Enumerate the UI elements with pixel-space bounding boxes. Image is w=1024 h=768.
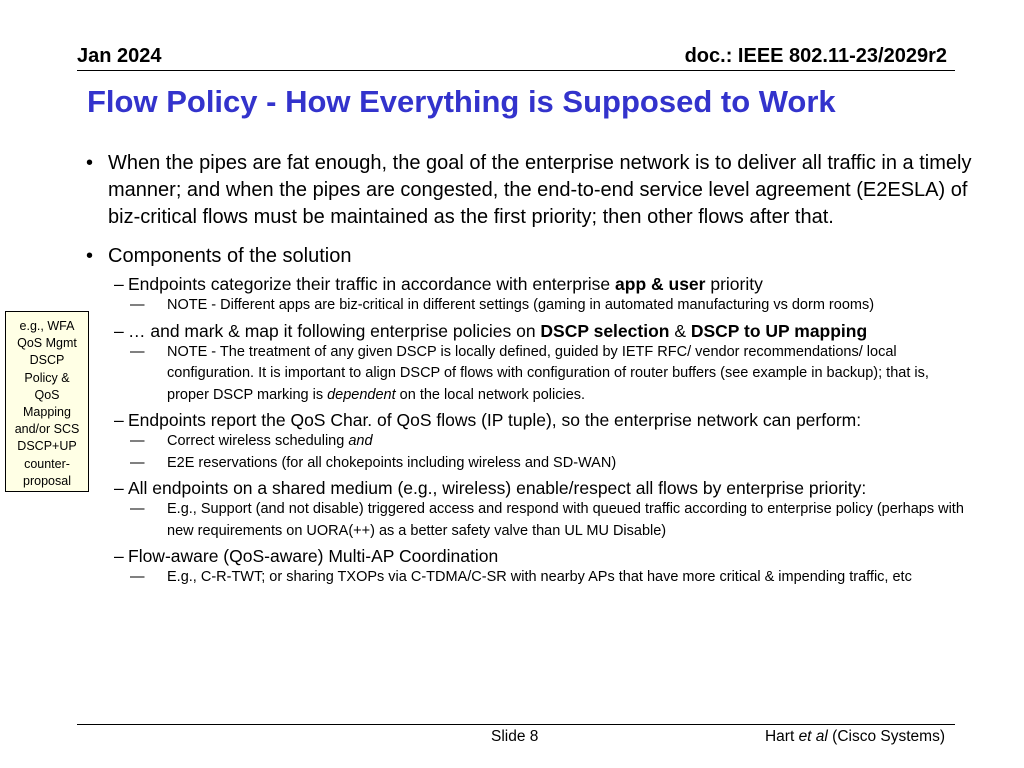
note-scheduling (86, 431, 972, 453)
header-date: Jan 2024 (77, 45, 162, 67)
sub-bullet-emphasis: DSCP selection (540, 320, 670, 341)
side-note-line: DSCP+UP (17, 439, 77, 454)
sub-bullet-text: Flow-aware (QoS-aware) Multi-AP Coordination (128, 546, 499, 566)
footer-divider (77, 724, 955, 725)
note-text: E.g., Support (and not disable) triggered access and respond with queued traffic according to enterprise policy (perhaps with new requirements on UORA(++) as a better safety valve than UL MU Disable) (167, 501, 964, 539)
bullet-text: When the pipes are fat enough, the goal of the enterprise network is to deliver all traffic in a timely manner; and when the pipes are congested, the end-to-end service level agreement (E2ESLA) of biz-critical flows must be maintained as the first priority; then other flows after that. (108, 152, 972, 228)
bullet-marker: • (86, 152, 94, 174)
sub-bullet-shared-medium (86, 477, 972, 499)
emdash-marker: — (130, 433, 145, 449)
emdash-marker: — (130, 297, 145, 313)
header-doc-id: doc.: IEEE 802.11-23/2029r2 (684, 45, 947, 67)
author-org: (Cisco Systems) (827, 728, 945, 745)
emdash-marker: — (130, 569, 145, 585)
dash-marker: – (114, 274, 124, 294)
note-text: Correct wireless scheduling (167, 433, 349, 449)
bullet-goal (86, 150, 972, 231)
note-text: NOTE - Different apps are biz-critical in different settings (gaming in automated manufacturing vs dorm rooms) (167, 297, 875, 313)
note-text: E2E reservations (for all chokepoints including wireless and SD-WAN) (167, 454, 617, 471)
dash-marker: – (114, 410, 124, 430)
sub-bullet-text: All endpoints on a shared medium (e.g., wireless) enable/respect all flows by enterprise priority: (128, 478, 867, 498)
note-dscp (86, 342, 972, 407)
sub-bullet-text: & (669, 320, 691, 341)
note-emphasis: dependent (327, 386, 396, 403)
footer-author (765, 728, 945, 746)
note-coordination (86, 567, 972, 589)
side-note-line: QoS Mgmt (17, 336, 77, 351)
note-reservations (86, 453, 972, 475)
side-note-line: Mapping (23, 405, 71, 420)
sub-bullet-text: … and mark & map it following enterprise policies on (128, 320, 541, 341)
author-name: Hart (764, 728, 799, 745)
emdash-marker: — (130, 454, 145, 471)
sub-bullet-report (86, 409, 972, 431)
side-note-line: and/or SCS (14, 422, 80, 437)
sub-bullet-emphasis: app & user (615, 274, 706, 294)
sub-bullet-text: Endpoints categorize their traffic in accordance with enterprise (128, 274, 616, 294)
note-emphasis: and (348, 433, 373, 449)
header-divider (77, 70, 955, 71)
slide-number: Slide 8 (491, 728, 539, 745)
dash-marker: – (114, 546, 124, 566)
dash-marker: – (114, 320, 124, 341)
note-text: on the local network policies. (395, 386, 586, 403)
bullet-text: Components of the solution (108, 245, 352, 267)
side-note-line: e.g., WFA (19, 319, 75, 333)
emdash-marker: — (130, 501, 145, 517)
sub-bullet-multi-ap (86, 545, 972, 567)
side-note-line: proposal (23, 473, 71, 488)
bullet-components (86, 243, 972, 270)
sub-bullet-text: Endpoints report the QoS Char. of QoS flows (IP tuple), so the enterprise network can perform: (128, 410, 862, 430)
note-text: NOTE - The treatment of any given DSCP is locally defined, guided by IETF RFC/ vendor recommendations/ local configuration. It is important to align DSCP of flows with configuration of router buffers (see example in backup); that is, proper DSCP marking is (167, 343, 929, 403)
sub-bullet-mark-map (86, 320, 972, 342)
emdash-marker: — (130, 343, 145, 360)
slide-title: Flow Policy - How Everything is Supposed to Work (87, 84, 836, 119)
author-etal: et al (798, 728, 828, 745)
side-note-line: DSCP (29, 353, 65, 368)
slide-body (86, 150, 972, 589)
note-apps (86, 295, 972, 317)
sub-bullet-categorize (86, 273, 972, 295)
sub-bullet-text: priority (705, 274, 763, 294)
note-text: E.g., C-R-TWT; or sharing TXOPs via C-TDMA/C-SR with nearby APs that have more critical & impending traffic, etc (167, 569, 912, 585)
side-note-box (5, 311, 89, 492)
note-triggered-access (86, 499, 972, 542)
bullet-marker: • (86, 245, 94, 267)
side-note-line: counter- (24, 456, 70, 471)
side-note-line: QoS (34, 387, 60, 402)
sub-bullet-emphasis: DSCP to UP mapping (690, 320, 868, 341)
dash-marker: – (114, 478, 124, 498)
side-note-line: Policy & (24, 370, 70, 385)
